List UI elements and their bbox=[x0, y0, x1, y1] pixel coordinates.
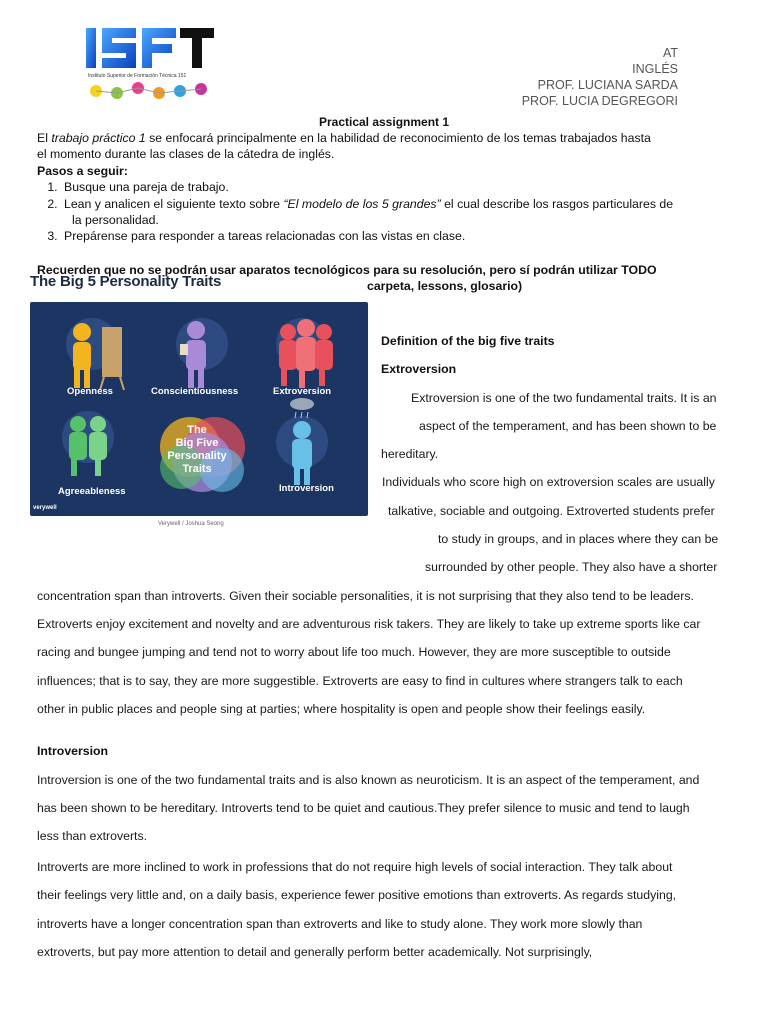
assignment-title: Practical assignment 1 bbox=[318, 115, 450, 129]
steps-heading: Pasos a seguir: bbox=[37, 163, 128, 178]
paragraph-line: their feelings very little and, on a daily basis, experience fewer positive emotions than extroverts. As regards studying, bbox=[37, 888, 677, 902]
paragraph-line: extroverts, but pay more attention to detail and generally perform better academically. Not surprisingly, bbox=[37, 945, 593, 959]
header-line: PROF. LUCIANA SARDA bbox=[537, 78, 678, 92]
header-line: AT bbox=[662, 46, 678, 60]
intro-emphasis: trabajo práctico 1 bbox=[51, 131, 146, 145]
steps-list bbox=[37, 179, 737, 245]
paragraph-line: Extroverts enjoy excitement and novelty and are adventurous risk takers. They are likely to take up extreme sports like car bbox=[37, 617, 701, 631]
institution-logo bbox=[84, 26, 216, 100]
paragraph-line: racing and bungee jumping and tend not to worry about life too much. However, they are more susceptible to outside bbox=[37, 645, 671, 659]
extroversion-figures bbox=[279, 319, 333, 388]
paragraph-line: concentration span than introverts. Given their sociable personalities, it is not surprising that they also tend to be leaders. bbox=[37, 589, 694, 603]
step-item: 1. Busque una pareja de trabajo. bbox=[61, 179, 737, 195]
intro-text: el momento durante las clases de la cátedra de inglés. bbox=[37, 147, 335, 162]
step-item: 3. Prepárense para responder a tareas relacionadas con las vistas en clase. bbox=[61, 228, 737, 244]
trait-label-introversion: Introversion bbox=[279, 483, 334, 494]
paragraph-line: introverts have a longer concentration span than extroverts and like to study alone. They work more slowly than bbox=[37, 917, 643, 931]
paragraph-line: other in public places and people sing at parties; where hospitality is open and people show their feelings easily. bbox=[37, 702, 646, 716]
paragraph-line: talkative, sociable and outgoing. Extroverted students prefer bbox=[388, 504, 715, 518]
isft-logo-letters bbox=[84, 26, 216, 70]
header-line: PROF. LUCIA DEGREGORI bbox=[521, 94, 678, 108]
paragraph-line: Introversion is one of the two fundamental traits and is also known as neuroticism. It is an aspect of the temperament, and bbox=[37, 773, 700, 787]
paragraph-line: Introverts are more inclined to work in professions that do not require high levels of social interaction. They talk about bbox=[37, 860, 673, 874]
header-line: INGLÉS bbox=[632, 62, 678, 76]
paragraph-line: surrounded by other people. They also have a shorter bbox=[425, 560, 718, 574]
venn-center-label: The Big Five Personality Traits bbox=[167, 424, 227, 475]
paragraph-line: less than extroverts. bbox=[37, 829, 148, 843]
step-item: 2. Lean y analicen el siguiente texto sobre “El modelo de los 5 grandes” el cual describe los rasgos particulares de la personalidad. bbox=[61, 196, 737, 229]
big-five-infographic bbox=[30, 302, 368, 516]
course-header bbox=[522, 45, 678, 109]
introversion-figure bbox=[290, 398, 314, 485]
trait-label-extroversion: Extroversion bbox=[273, 386, 332, 397]
paragraph-line: aspect of the temperament, and has been shown to be bbox=[419, 419, 717, 433]
paragraph-line: hereditary. bbox=[381, 447, 439, 461]
paragraph-line: Extroversion is one of the two fundamental traits. It is an bbox=[411, 391, 717, 405]
note-line: carpeta, lessons, glosario) bbox=[367, 279, 523, 293]
trait-label-agreeableness: Agreeableness bbox=[58, 486, 126, 497]
introversion-heading: Introversion bbox=[37, 744, 109, 758]
paragraph-line: influences; that is to say, they are more suggestible. Extroverts are easy to find in cultures where strangers talk to each bbox=[37, 674, 683, 688]
extroversion-heading: Extroversion bbox=[381, 362, 457, 376]
intro-text: El bbox=[37, 131, 52, 145]
brand-mark: verywell bbox=[33, 505, 57, 511]
paragraph-line: to study in groups, and in places where they can be bbox=[438, 532, 719, 546]
trait-label-conscientiousness: Conscientiousness bbox=[151, 386, 239, 397]
note-line: Recuerden que no se podrán usar aparatos tecnológicos para su resolución, pero sí podrán utilizar TODO bbox=[37, 263, 657, 277]
figure-title: The Big 5 Personality Traits bbox=[30, 273, 222, 290]
figure-caption: Verywell / Joshua Seong bbox=[158, 521, 224, 527]
logo-colored-dots bbox=[90, 81, 214, 99]
definition-heading: Definition of the big five traits bbox=[381, 334, 555, 348]
intro-paragraph bbox=[37, 130, 737, 245]
paragraph-line: Individuals who score high on extroversion scales are usually bbox=[382, 475, 715, 489]
logo-tagline: Instituto Superior de Formación Técnica 151 bbox=[88, 73, 187, 79]
trait-label-openness: Openness bbox=[67, 386, 113, 397]
paragraph-line: has been shown to be hereditary. Introverts tend to be quiet and cautious.They prefer silence to music and tend to laugh bbox=[37, 801, 690, 815]
intro-text: se enfocará principalmente en la habilidad de reconocimiento de los temas trabajados hasta bbox=[145, 131, 651, 145]
